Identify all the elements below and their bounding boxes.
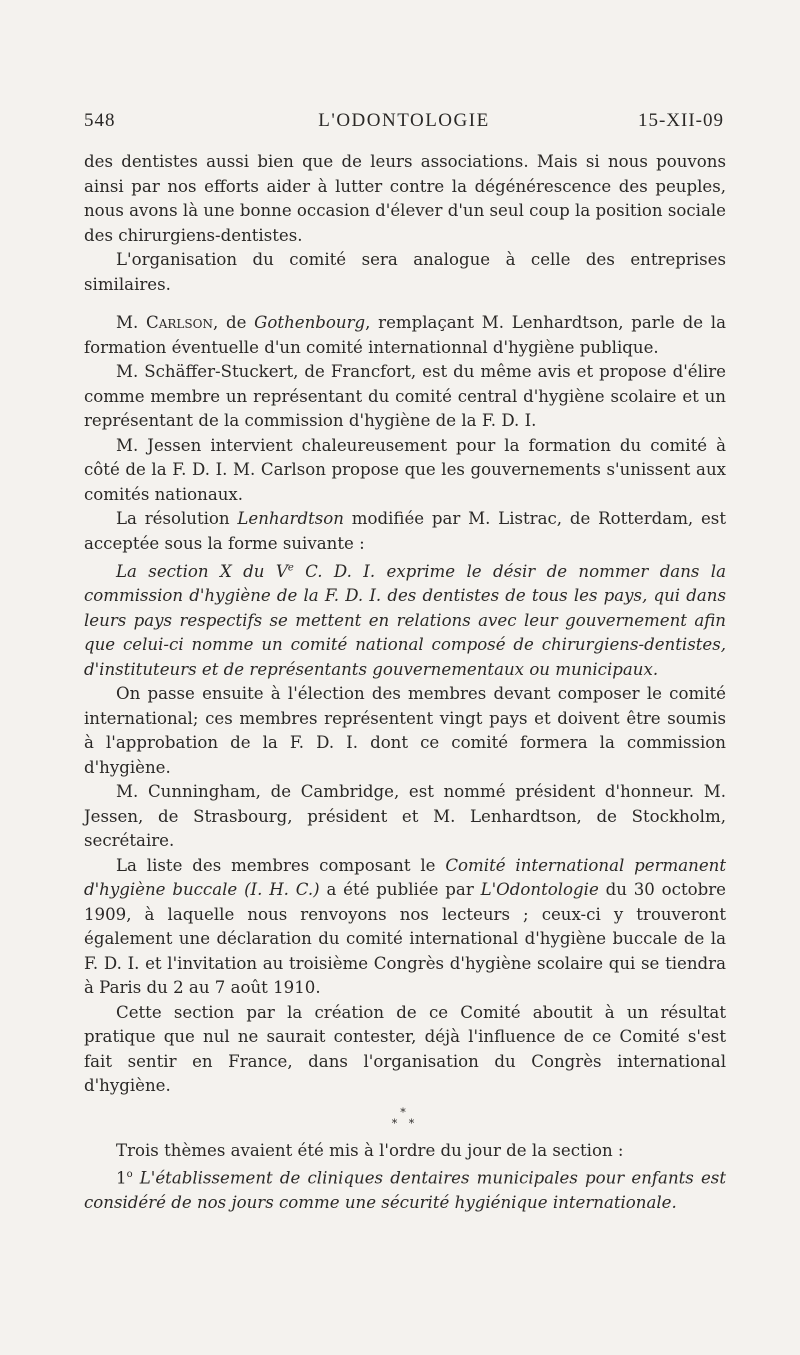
paragraph-4: M. Schäffer-Stuckert, de Francfort, est du même avis et propose d'élire comme membre un représentant du comité central d'hygiène scolaire et un représentant de la commission d'hygiène de la F. D. I. (84, 362, 726, 430)
text-run: , remplaçant M. Lenhardtson, parle de la formation éventuelle d'un comité internationnal d'hygiène publique. (84, 313, 726, 357)
paragraph-12: Trois thèmes avaient été mis à l'ordre du jour de la section : (116, 1140, 624, 1160)
journal-title: L'ODONTOLOGIE (318, 110, 490, 131)
asterism-separator (84, 1107, 726, 1129)
paragraph-6 (84, 507, 726, 556)
issue-date: 15-XII-09 (637, 110, 724, 131)
text-run: , de (212, 313, 255, 332)
text-run: La résolution (116, 509, 238, 528)
paragraph-1: des dentistes aussi bien que de leurs associations. Mais si nous pouvons ainsi par nos efforts aider à lutter contre la dégénérescence des peuples, nous avons là une bonne occasion d'élever d'un seul coup la position sociale des chirurgiens-dentistes. (84, 152, 726, 245)
text-run: modifiée par M. Listrac, de Rotterdam, est acceptée sous la forme suivante : (84, 509, 726, 553)
page-number: 548 (84, 110, 116, 131)
text-run: La liste des membres composant le (116, 855, 446, 875)
list-number: 1 (116, 1168, 127, 1188)
paragraph-10 (84, 854, 726, 1001)
journal-reference: L'Odontologie (480, 880, 599, 900)
superscript: e (287, 562, 294, 573)
paragraph-9: M. Cunningham, de Cambridge, est nommé président d'honneur. M. Jessen, de Strasbourg, président et M. Lenhardtson, de Stockholm, secrétaire. (84, 782, 726, 851)
superscript: o (126, 1169, 133, 1181)
speaker-name: Carlson (146, 313, 213, 332)
theme-1 (84, 1163, 726, 1216)
text-run: M. (116, 313, 147, 332)
asterism-bottom: * * (391, 1116, 419, 1130)
city-name: Gothenbourg (254, 313, 366, 332)
body-text (84, 150, 726, 1216)
resolution-name: Lenhardtson (237, 509, 344, 528)
text-run: a été publiée par (319, 880, 481, 900)
text-run: La section X du V (116, 561, 288, 581)
paragraph-11: Cette section par la création de ce Comité aboutit à un résultat pratique que nul ne saurait contester, déjà l'influence de ce Comité s'est fait sentir en France, dans l'organisation du Congrès international d'hygiène. (84, 1002, 726, 1096)
asterism-top: * (400, 1105, 410, 1119)
text-run: du 30 octobre 1909, à laquelle nous renvoyons nos lecteurs ; ceux-ci y trouveront également une déclaration du comité international d'hygiène buccale de la F. D. I. et l'invitation au troisième Congrès d'hygiène scolaire qui se tiendra à Paris du 2 au 7 août 1910. (84, 880, 726, 998)
resolution-text (84, 556, 726, 682)
paragraph-2: L'organisation du comité sera analogue à celle des entreprises similaires. (84, 250, 726, 294)
paragraph-8: On passe ensuite à l'élection des membres devant composer le comité international; ces membres représentent vingt pays et doivent être soumis à l'approbation de la F. D. I. dont ce comité formera la commission d'hygiène. (84, 684, 726, 777)
theme-text: L'établissement de cliniques dentaires municipales pour enfants est considéré de nos jours comme une sécurité hygiénique internationale. (84, 1168, 726, 1213)
text-run: C. D. I. exprime le désir de nommer dans la commission d'hygiène de la F. D. I. des dentistes de tous les pays, qui dans leurs pays respectifs se mettent en relations avec leur gouvernement afin que celui-ci nomme un comité national composé de chirurgiens-dentistes, d'instituteurs et de représentants gouvernementaux ou municipaux. (84, 561, 726, 679)
running-header (84, 110, 724, 138)
committee-name: Comité international permanent d'hygiène buccale (I. H. C.) (84, 855, 726, 900)
paragraph-3 (84, 311, 726, 360)
paragraph-5: M. Jessen intervient chaleureusement pour la formation du comité à côté de la F. D. I. M. Carlson propose que les gouvernements s'unissent aux comités nationaux. (84, 435, 726, 504)
